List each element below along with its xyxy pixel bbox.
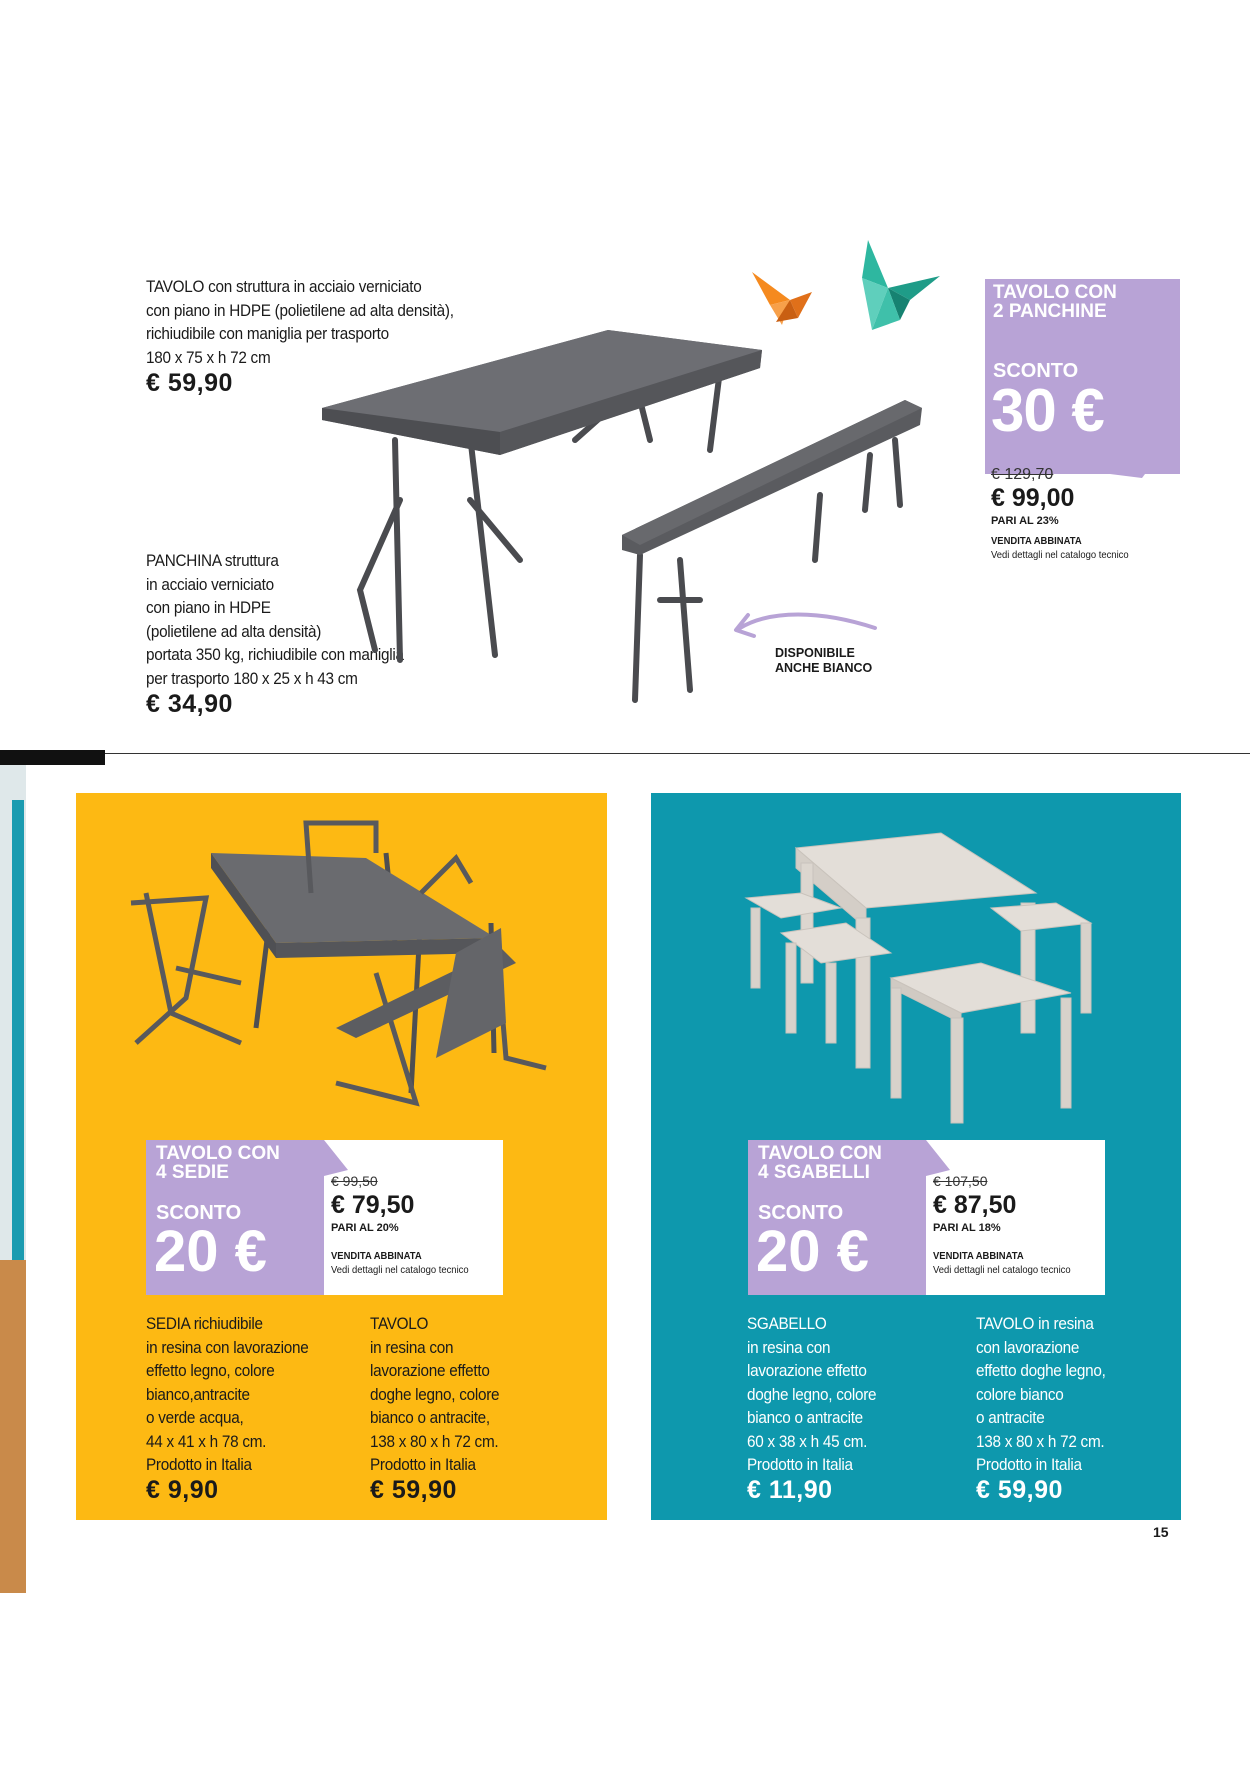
desc-line: in acciaio verniciato — [146, 574, 274, 594]
desc-line: bianco o antracite, — [370, 1408, 490, 1427]
bundle-label: VENDITA ABBINATA — [933, 1250, 1024, 1262]
desc-line: portata 350 kg, richiudibile con maniglia — [146, 645, 404, 664]
desc-line: per trasporto 180 x 25 x h 43 cm — [146, 668, 358, 688]
desc-line: bianco,antracite — [146, 1384, 250, 1404]
title-line: TAVOLO CON — [993, 282, 1117, 303]
desc-line: TAVOLO in resina — [976, 1314, 1094, 1333]
old-price: € 129,70 — [991, 466, 1054, 483]
desc-line: Prodotto in Italia — [976, 1455, 1082, 1474]
table-price: € 59,90 — [370, 1476, 457, 1504]
percent-label: PARI AL 20% — [331, 1222, 399, 1234]
offer-title — [758, 1144, 882, 1182]
desc-line: colore bianco — [976, 1384, 1064, 1404]
discount-value: 20 € — [756, 1219, 869, 1284]
desc-line: con piano in HDPE — [146, 598, 271, 617]
title-line: 4 SEDIE — [156, 1162, 229, 1183]
desc-line: bianco o antracite — [747, 1408, 863, 1427]
table-stools-image — [651, 793, 1181, 1153]
desc-line: effetto doghe legno, — [976, 1361, 1106, 1380]
desc-line: PANCHINA struttura — [146, 551, 279, 570]
desc-line: doghe legno, colore — [747, 1384, 877, 1404]
table-description — [976, 1312, 1106, 1477]
desc-line: 180 x 75 x h 72 cm — [146, 347, 271, 367]
desc-line: Prodotto in Italia — [146, 1455, 252, 1474]
left-edge-wood — [0, 1260, 26, 1593]
old-price: € 99,50 — [331, 1173, 378, 1189]
desc-line: o verde acqua, — [146, 1408, 244, 1427]
stool-description — [747, 1312, 876, 1477]
arrow-icon — [740, 615, 875, 629]
desc-line: 44 x 41 x h 78 cm. — [146, 1431, 267, 1451]
desc-line: con piano in HDPE (polietilene ad alta densità), — [146, 300, 454, 320]
bench-price: € 34,90 — [146, 690, 233, 718]
offer-box-4-stools — [748, 1140, 1105, 1295]
desc-line: SGABELLO — [747, 1314, 827, 1333]
new-price: € 79,50 — [331, 1191, 415, 1219]
table-chairs-image — [76, 793, 607, 1153]
desc-line: SEDIA richiudibile — [146, 1314, 263, 1333]
desc-line: Prodotto in Italia — [747, 1455, 853, 1474]
note-line: DISPONIBILE — [775, 646, 855, 660]
desc-line: lavorazione effetto — [370, 1361, 490, 1380]
percent-label: PARI AL 18% — [933, 1222, 1001, 1234]
discount-label: SCONTO — [758, 1202, 844, 1224]
title-line: TAVOLO CON — [156, 1143, 280, 1164]
bundle-label: VENDITA ABBINATA — [331, 1250, 422, 1262]
title-line: 4 SGABELLI — [758, 1162, 870, 1183]
desc-line: TAVOLO con struttura in acciaio verniciato — [146, 277, 422, 296]
desc-line: con lavorazione — [976, 1337, 1080, 1357]
desc-line: 138 x 80 x h 72 cm. — [976, 1431, 1105, 1451]
chair-description — [146, 1312, 309, 1477]
desc-line: effetto legno, colore — [146, 1361, 275, 1380]
bundle-label: VENDITA ABBINATA — [991, 535, 1082, 547]
section-divider — [0, 753, 1250, 754]
title-line: TAVOLO CON — [758, 1143, 882, 1164]
stool-price: € 11,90 — [747, 1476, 833, 1504]
discount-label: SCONTO — [156, 1202, 242, 1224]
desc-line: doghe legno, colore — [370, 1384, 500, 1404]
desc-line: in resina con lavorazione — [146, 1337, 309, 1357]
table-description — [370, 1312, 499, 1477]
new-price: € 87,50 — [933, 1191, 1017, 1219]
desc-line: TAVOLO — [370, 1314, 429, 1333]
title-line: 2 PANCHINE — [993, 301, 1107, 322]
new-price: € 99,00 — [991, 484, 1075, 512]
chair-price: € 9,90 — [146, 1476, 219, 1504]
desc-line: o antracite — [976, 1408, 1045, 1427]
desc-line: in resina con — [747, 1337, 831, 1357]
discount-value: 30 € — [991, 377, 1104, 444]
old-price: € 107,50 — [933, 1173, 988, 1189]
offer-box-4-chairs — [146, 1140, 503, 1295]
teal-panel — [651, 793, 1181, 1520]
available-note — [775, 646, 872, 676]
desc-line: Prodotto in Italia — [370, 1455, 476, 1474]
yellow-panel — [76, 793, 607, 1520]
details-label: Vedi dettagli nel catalogo tecnico — [933, 1264, 1071, 1276]
desc-line: 60 x 38 x h 45 cm. — [747, 1431, 868, 1451]
section-divider-bar — [0, 750, 105, 765]
details-label: Vedi dettagli nel catalogo tecnico — [331, 1264, 469, 1276]
desc-line: lavorazione effetto — [747, 1361, 867, 1380]
table-price: € 59,90 — [146, 369, 233, 397]
desc-line: (polietilene ad alta densità) — [146, 621, 322, 641]
details-label: Vedi dettagli nel catalogo tecnico — [991, 549, 1129, 561]
offer-pointer — [0, 0, 1250, 600]
percent-label: PARI AL 23% — [991, 515, 1059, 527]
desc-line: in resina con — [370, 1337, 454, 1357]
note-line: ANCHE BIANCO — [775, 661, 873, 675]
table-price: € 59,90 — [976, 1476, 1063, 1504]
discount-label: SCONTO — [993, 360, 1079, 382]
discount-value: 20 € — [154, 1219, 267, 1284]
desc-line: 138 x 80 x h 72 cm. — [370, 1431, 499, 1451]
page-number: 15 — [1153, 1524, 1169, 1540]
left-edge-teal — [12, 800, 24, 1260]
desc-line: richiudibile con maniglia per trasporto — [146, 324, 389, 343]
offer-title — [156, 1144, 280, 1182]
